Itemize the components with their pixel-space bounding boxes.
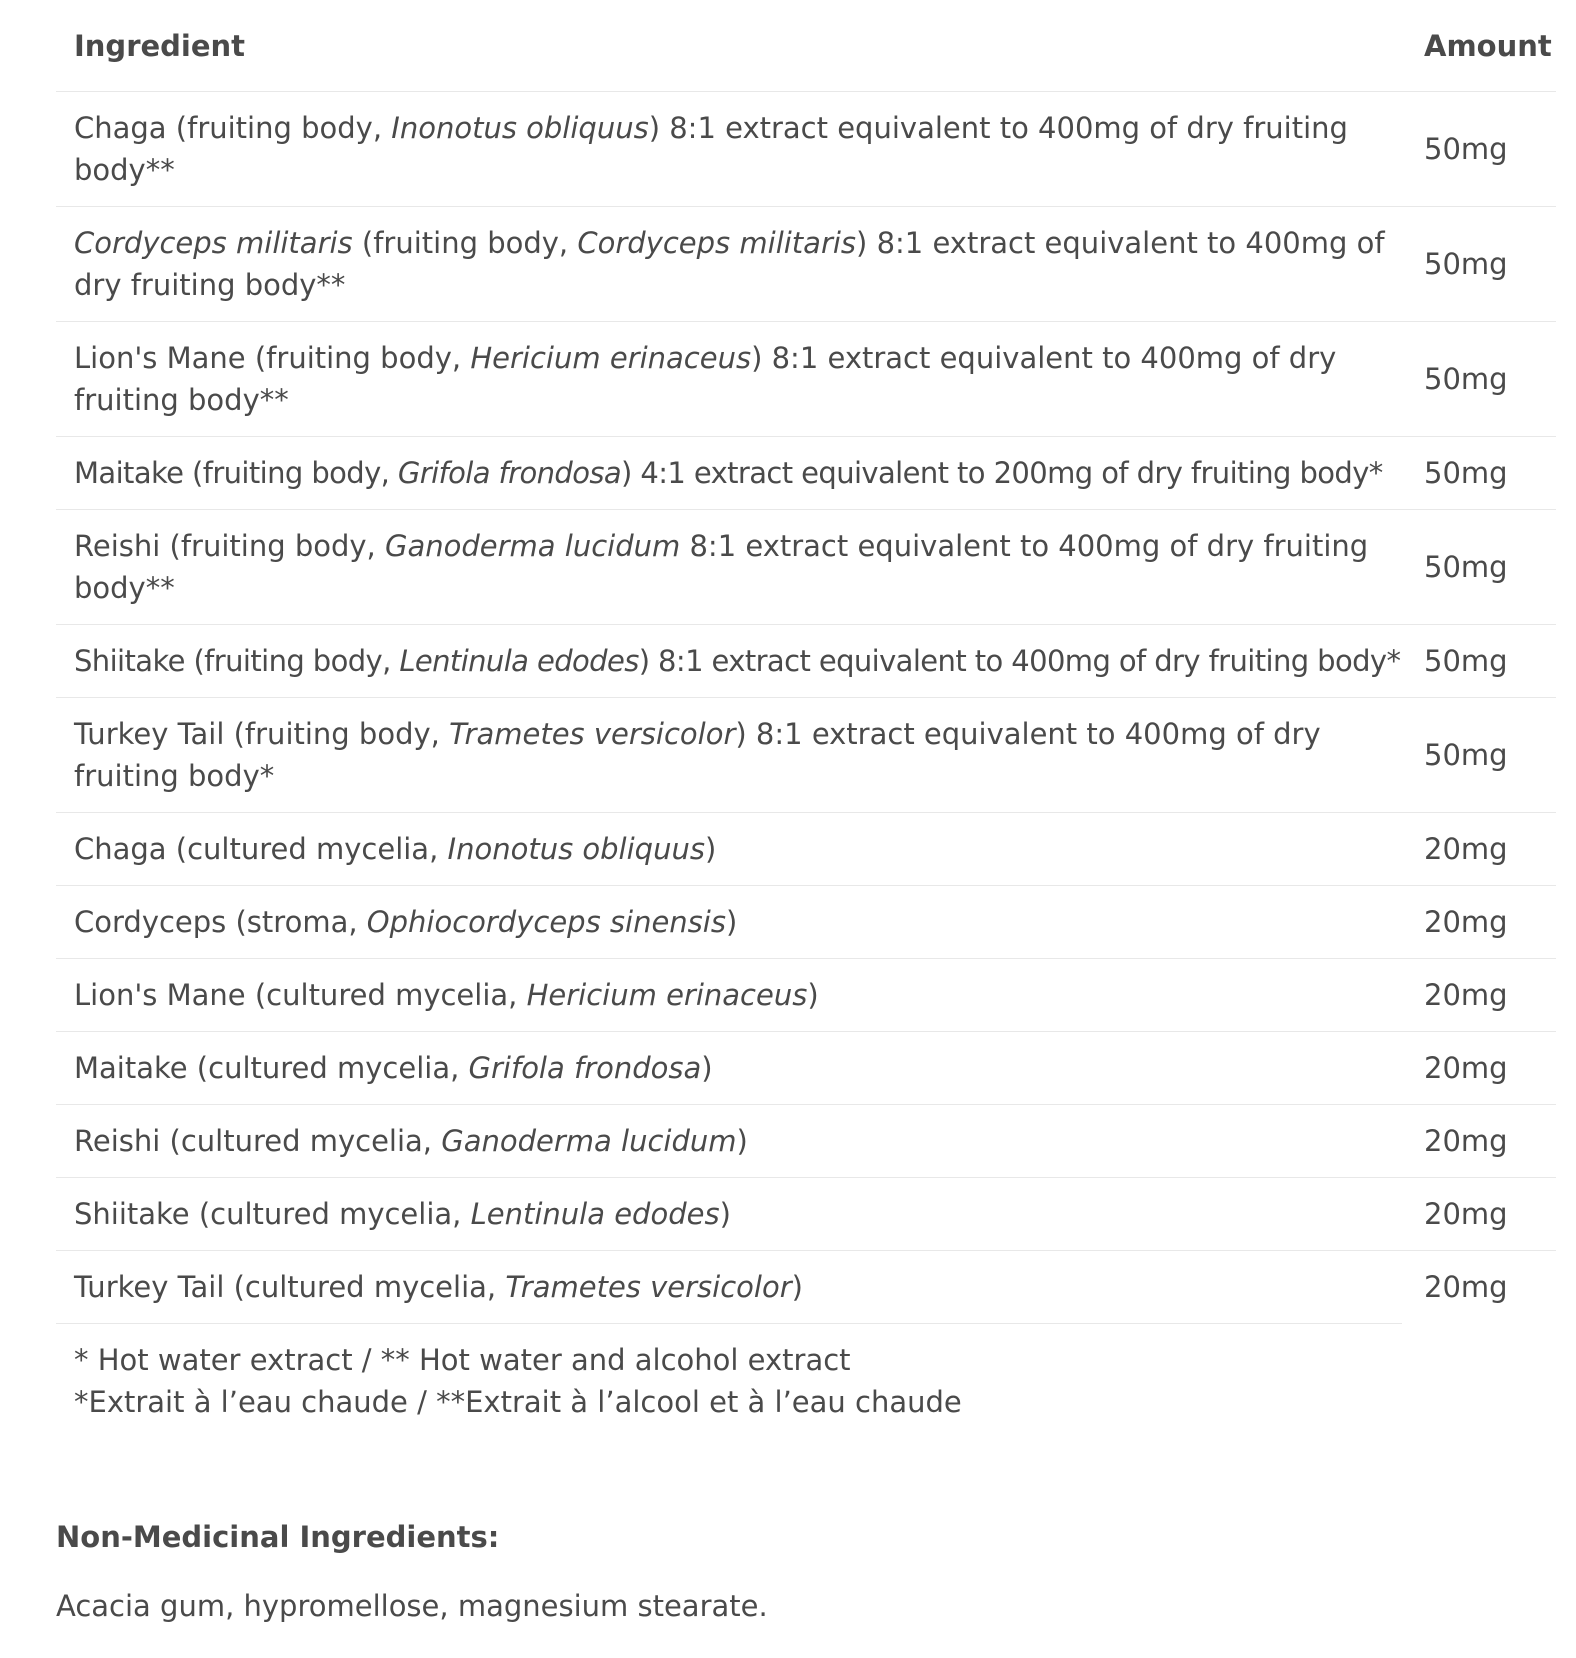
table-row	[56, 322, 1556, 437]
ingredient-amount: 20mg	[1402, 1032, 1556, 1105]
table-row	[56, 207, 1556, 322]
ingredient-amount: 20mg	[1402, 959, 1556, 1032]
table-row	[56, 510, 1556, 625]
footnote-french: *Extrait à l’eau chaude / **Extrait à l’alcool et à l’eau chaude	[74, 1385, 962, 1419]
ingredient-amount: 50mg	[1402, 698, 1556, 813]
ingredient-amount: 20mg	[1402, 1105, 1556, 1178]
ingredient-amount: 50mg	[1402, 625, 1556, 698]
non-medicinal-heading: Non-Medicinal Ingredients:	[56, 1520, 500, 1554]
table-row	[56, 437, 1556, 510]
non-medicinal-list: Acacia gum, hypromellose, magnesium stearate.	[56, 1589, 768, 1623]
ingredient-amount: 20mg	[1402, 886, 1556, 959]
ingredient-name: Reishi (fruiting body, Ganoderma lucidum 8:1 extract equivalent to 400mg of dry fruiting body**	[56, 510, 1402, 625]
ingredient-name: Lion's Mane (fruiting body, Hericium erinaceus) 8:1 extract equivalent to 400mg of dry fruiting body**	[56, 322, 1402, 437]
ingredient-amount: 50mg	[1402, 510, 1556, 625]
table-row	[56, 1251, 1556, 1324]
ingredient-name: Shiitake (fruiting body, Lentinula edodes) 8:1 extract equivalent to 400mg of dry fruiting body*	[56, 625, 1402, 698]
ingredient-name: Reishi (cultured mycelia, Ganoderma lucidum)	[56, 1105, 1402, 1178]
ingredient-amount: 50mg	[1402, 437, 1556, 510]
ingredient-name: Turkey Tail (cultured mycelia, Trametes versicolor)	[56, 1251, 1402, 1324]
ingredient-amount: 20mg	[1402, 1178, 1556, 1251]
ingredient-name: Cordyceps (stroma, Ophiocordyceps sinensis)	[56, 886, 1402, 959]
ingredient-name: Shiitake (cultured mycelia, Lentinula edodes)	[56, 1178, 1402, 1251]
ingredients-table	[56, 0, 1556, 1324]
ingredient-name: Chaga (fruiting body, Inonotus obliquus) 8:1 extract equivalent to 400mg of dry fruiting body**	[56, 92, 1402, 207]
ingredient-name: Lion's Mane (cultured mycelia, Hericium erinaceus)	[56, 959, 1402, 1032]
ingredient-amount: 50mg	[1402, 207, 1556, 322]
ingredients-section	[56, 0, 1556, 1423]
table-row	[56, 1178, 1556, 1251]
ingredient-name: Chaga (cultured mycelia, Inonotus obliquus)	[56, 813, 1402, 886]
table-row	[56, 1105, 1556, 1178]
table-row	[56, 813, 1556, 886]
ingredient-name: Maitake (fruiting body, Grifola frondosa) 4:1 extract equivalent to 200mg of dry fruiting body*	[56, 437, 1402, 510]
ingredient-amount: 50mg	[1402, 92, 1556, 207]
column-header-ingredient: Ingredient	[56, 0, 1402, 92]
extract-footnotes	[56, 1324, 1420, 1423]
footnote-english: * Hot water extract / ** Hot water and alcohol extract	[74, 1343, 851, 1377]
table-row	[56, 959, 1556, 1032]
ingredient-amount: 20mg	[1402, 813, 1556, 886]
table-row	[56, 886, 1556, 959]
ingredient-name: Turkey Tail (fruiting body, Trametes versicolor) 8:1 extract equivalent to 400mg of dry fruiting body*	[56, 698, 1402, 813]
column-header-amount: Amount	[1402, 0, 1556, 92]
table-row	[56, 698, 1556, 813]
table-row	[56, 625, 1556, 698]
table-header-row	[56, 0, 1556, 92]
table-row	[56, 92, 1556, 207]
ingredient-amount: 50mg	[1402, 322, 1556, 437]
ingredient-name: Cordyceps militaris (fruiting body, Cordyceps militaris) 8:1 extract equivalent to 400mg of dry fruiting body**	[56, 207, 1402, 322]
ingredient-name: Maitake (cultured mycelia, Grifola frondosa)	[56, 1032, 1402, 1105]
table-row	[56, 1032, 1556, 1105]
ingredient-amount: 20mg	[1424, 1270, 1508, 1305]
